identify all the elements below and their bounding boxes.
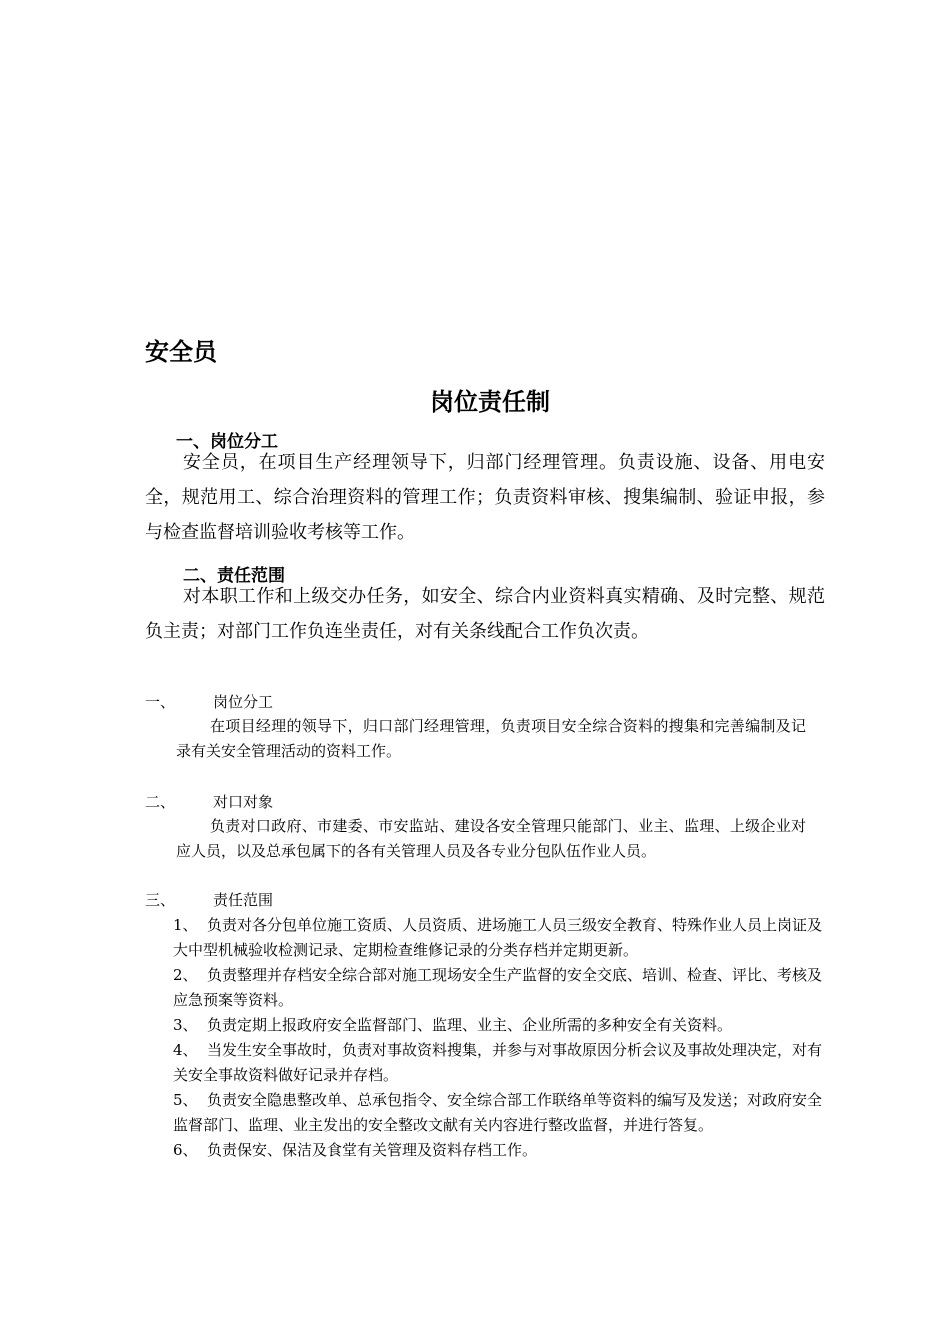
document-title: 安全员 [145,338,217,366]
document-subtitle: 岗位责任制 [430,388,550,416]
section-heading-duties: 一、岗位分工 [176,432,278,452]
section-title: 责任范围 [213,891,274,909]
section-1-body: 在项目经理的领导下，归口部门经理管理，负责项目安全综合资料的搜集和完善编制及记录有关安全管理活动的资料工作。 [176,717,806,760]
list-item [173,1038,823,1088]
list-item-text: 负责对各分包单位施工资质、人员资质、进场施工人员三级安全教育、特殊作业人员上岗证及大中型机械验收检测记录、定期检查维修记录的分类存档并定期更新。 [173,916,823,959]
list-item-number: 3、 [173,1016,198,1034]
list-item-text: 负责定期上报政府安全监督部门、监理、业主、企业所需的多种安全有关资料。 [207,1016,733,1034]
list-item [173,1138,823,1163]
duties-paragraph: 安全员，在项目生产经理领导下，归部门经理管理。负责设施、设备、用电安全，规范用工、综合治理资料的管理工作；负责资料审核、搜集编制、验证申报，参与检查监督培训验收考核等工作。 [145,452,825,543]
section-number: 三、 [145,891,176,909]
section-1-heading [145,691,273,712]
list-item [173,963,823,1013]
section-title: 岗位分工 [213,693,274,711]
list-item [173,913,823,963]
section-number: 一、 [145,693,176,711]
section-2-heading [145,791,273,812]
scope-paragraph: 对本职工作和上级交办任务，如安全、综合内业资料真实精确、及时完整、规范负主责；对部门工作负连坐责任，对有关条线配合工作负次责。 [145,586,825,642]
list-item-text: 负责安全隐患整改单、总承包指令、安全综合部工作联络单等资料的编写及发送；对政府安全监督部门、监理、业主发出的安全整改文献有关内容进行整改监督，并进行答复。 [173,1091,823,1134]
list-item [173,1013,823,1038]
list-item-number: 2、 [173,966,198,984]
section-2-body: 负责对口政府、市建委、市安监站、建设各安全管理只能部门、业主、监理、上级企业对应人员，以及总承包属下的各有关管理人员及各专业分包队伍作业人员。 [176,817,806,860]
list-item-number: 6、 [173,1141,198,1159]
section-number: 二、 [145,793,176,811]
list-item-text: 负责保安、保洁及食堂有关管理及资料存档工作。 [207,1141,538,1159]
responsibility-list [173,913,823,1163]
list-item-number: 4、 [173,1041,198,1059]
list-item-number: 5、 [173,1091,198,1109]
section-title: 对口对象 [213,793,274,811]
section-3-heading [145,889,273,910]
section-heading-scope: 二、责任范围 [183,566,285,586]
list-item [173,1088,823,1138]
list-item-text: 当发生安全事故时，负责对事故资料搜集，并参与对事故原因分析会议及事故处理决定，对有关安全事故资料做好记录并存档。 [173,1041,823,1084]
list-item-text: 负责整理并存档安全综合部对施工现场安全生产监督的安全交底、培训、检查、评比、考核及应急预案等资料。 [173,966,823,1009]
list-item-number: 1、 [173,916,198,934]
